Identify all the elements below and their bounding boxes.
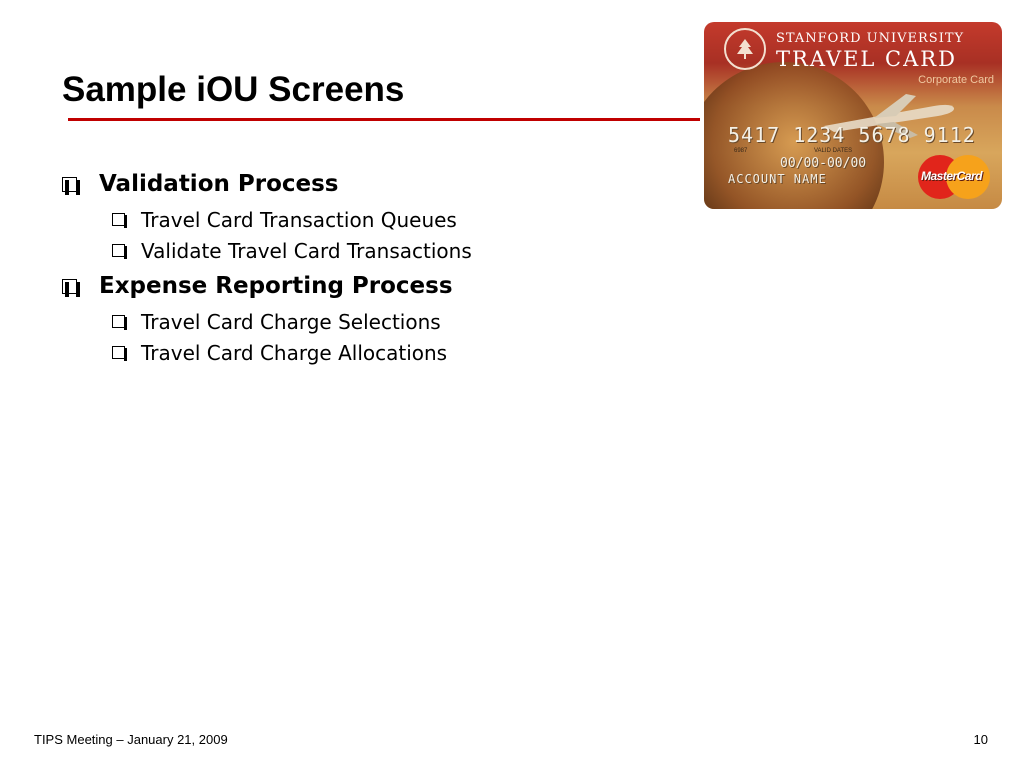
- card-type: Corporate Card: [918, 74, 994, 86]
- card-number: 5417 1234 5678 9112: [728, 123, 976, 147]
- list-item: [112, 337, 472, 368]
- university-seal-icon: [724, 28, 766, 70]
- footer-text: TIPS Meeting – January 21, 2009: [34, 732, 228, 747]
- checkbox-bullet-icon: [112, 346, 125, 359]
- card-small-code: 6987: [734, 148, 748, 154]
- list-item: [112, 235, 472, 266]
- card-holder-name: ACCOUNT NAME: [728, 172, 827, 186]
- checkbox-bullet-icon: [112, 315, 125, 328]
- card-valid-label: VALID DATES: [814, 148, 853, 154]
- checkbox-bullet-icon: [62, 177, 77, 192]
- sub-list: [62, 204, 472, 266]
- checkbox-bullet-icon: [112, 213, 125, 226]
- section-label: Validation Process: [99, 171, 339, 197]
- card-university-name: STANFORD UNIVERSITY: [776, 31, 965, 46]
- section-expense-reporting: [62, 270, 472, 368]
- travel-card-image: [704, 22, 1002, 209]
- section-heading: [62, 168, 472, 200]
- section-validation: [62, 168, 472, 266]
- sub-list: [62, 306, 472, 368]
- list-item: [112, 204, 472, 235]
- title-underline: [68, 118, 700, 121]
- section-label: Expense Reporting Process: [99, 273, 453, 299]
- checkbox-bullet-icon: [112, 244, 125, 257]
- list-item: [112, 306, 472, 337]
- list-item-label: Validate Travel Card Transactions: [141, 238, 472, 263]
- card-title: TRAVEL CARD: [776, 47, 957, 71]
- slide-title: Sample iOU Screens: [62, 70, 405, 109]
- list-item-label: Travel Card Charge Allocations: [141, 340, 448, 365]
- section-heading: [62, 270, 472, 302]
- list-item-label: Travel Card Transaction Queues: [141, 207, 457, 232]
- mastercard-logo: [918, 155, 990, 199]
- page-number: 10: [973, 732, 988, 747]
- bullet-list: [62, 168, 472, 372]
- list-item-label: Travel Card Charge Selections: [141, 309, 441, 334]
- card-dates: 00/00-00/00: [780, 156, 867, 171]
- checkbox-bullet-icon: [62, 279, 77, 294]
- mastercard-label: MasterCard: [921, 169, 983, 183]
